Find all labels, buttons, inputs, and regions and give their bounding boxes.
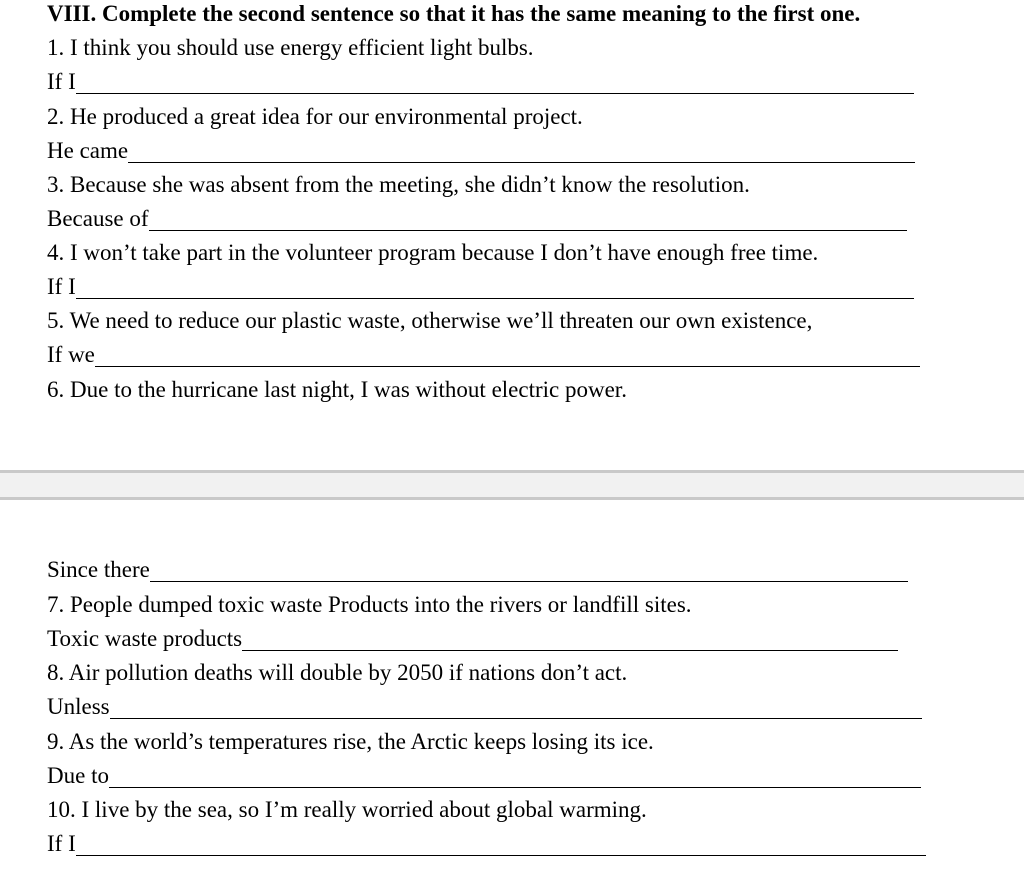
question-8-answer-line[interactable]	[47, 693, 922, 721]
question-4-blank[interactable]	[76, 275, 914, 299]
page-break	[0, 470, 1024, 500]
question-1-blank[interactable]	[76, 70, 914, 94]
question-3-prompt: 3. Because she was absent from the meeting, she didn’t know the resolution.	[47, 172, 750, 197]
question-6-answer-line[interactable]	[47, 556, 908, 584]
question-10-answer-line[interactable]	[47, 830, 926, 858]
question-3-starter: Because of	[47, 206, 149, 231]
worksheet-page-2	[0, 500, 1024, 873]
question-5-blank[interactable]	[95, 343, 920, 367]
question-1-starter: If I	[47, 69, 76, 94]
question-2-prompt: 2. He produced a great idea for our environmental project.	[47, 104, 583, 129]
question-7-prompt: 7. People dumped toxic waste Products into the rivers or landfill sites.	[47, 592, 692, 617]
question-3-answer-line[interactable]	[47, 205, 907, 233]
question-10-starter: If I	[47, 831, 76, 856]
question-8-prompt: 8. Air pollution deaths will double by 2050 if nations don’t act.	[47, 660, 628, 685]
question-9-starter: Due to	[47, 763, 109, 788]
question-9-blank[interactable]	[109, 764, 921, 788]
question-3-blank[interactable]	[149, 207, 907, 231]
question-10-blank[interactable]	[76, 832, 926, 856]
question-7-starter: Toxic waste products	[47, 626, 243, 651]
question-5-starter: If we	[47, 342, 95, 367]
question-7-answer-line[interactable]	[47, 625, 898, 653]
question-8-starter: Unless	[47, 694, 110, 719]
section-heading: VIII. Complete the second sentence so that it has the same meaning to the first one.	[47, 1, 861, 26]
question-9-answer-line[interactable]	[47, 762, 921, 790]
question-5-answer-line[interactable]	[47, 341, 920, 369]
question-1-prompt: 1. I think you should use energy efficient light bulbs.	[47, 35, 534, 60]
question-4-answer-line[interactable]	[47, 273, 914, 301]
question-9-prompt: 9. As the world’s temperatures rise, the Arctic keeps losing its ice.	[47, 729, 654, 754]
question-6-prompt: 6. Due to the hurricane last night, I was without electric power.	[47, 377, 627, 402]
question-2-blank[interactable]	[128, 139, 915, 163]
question-7-blank[interactable]	[242, 627, 898, 651]
question-1-answer-line[interactable]	[47, 68, 914, 96]
question-2-answer-line[interactable]	[47, 137, 915, 165]
question-8-blank[interactable]	[110, 695, 922, 719]
question-4-prompt: 4. I won’t take part in the volunteer program because I don’t have enough free time.	[47, 240, 819, 265]
question-10-prompt: 10. I live by the sea, so I’m really worried about global warming.	[47, 797, 647, 822]
question-6-starter: Since there	[47, 557, 150, 582]
question-4-starter: If I	[47, 274, 76, 299]
question-6-blank[interactable]	[150, 558, 908, 582]
question-2-starter: He came	[47, 138, 129, 163]
question-5-prompt: 5. We need to reduce our plastic waste, otherwise we’ll threaten our own existence,	[47, 308, 813, 333]
